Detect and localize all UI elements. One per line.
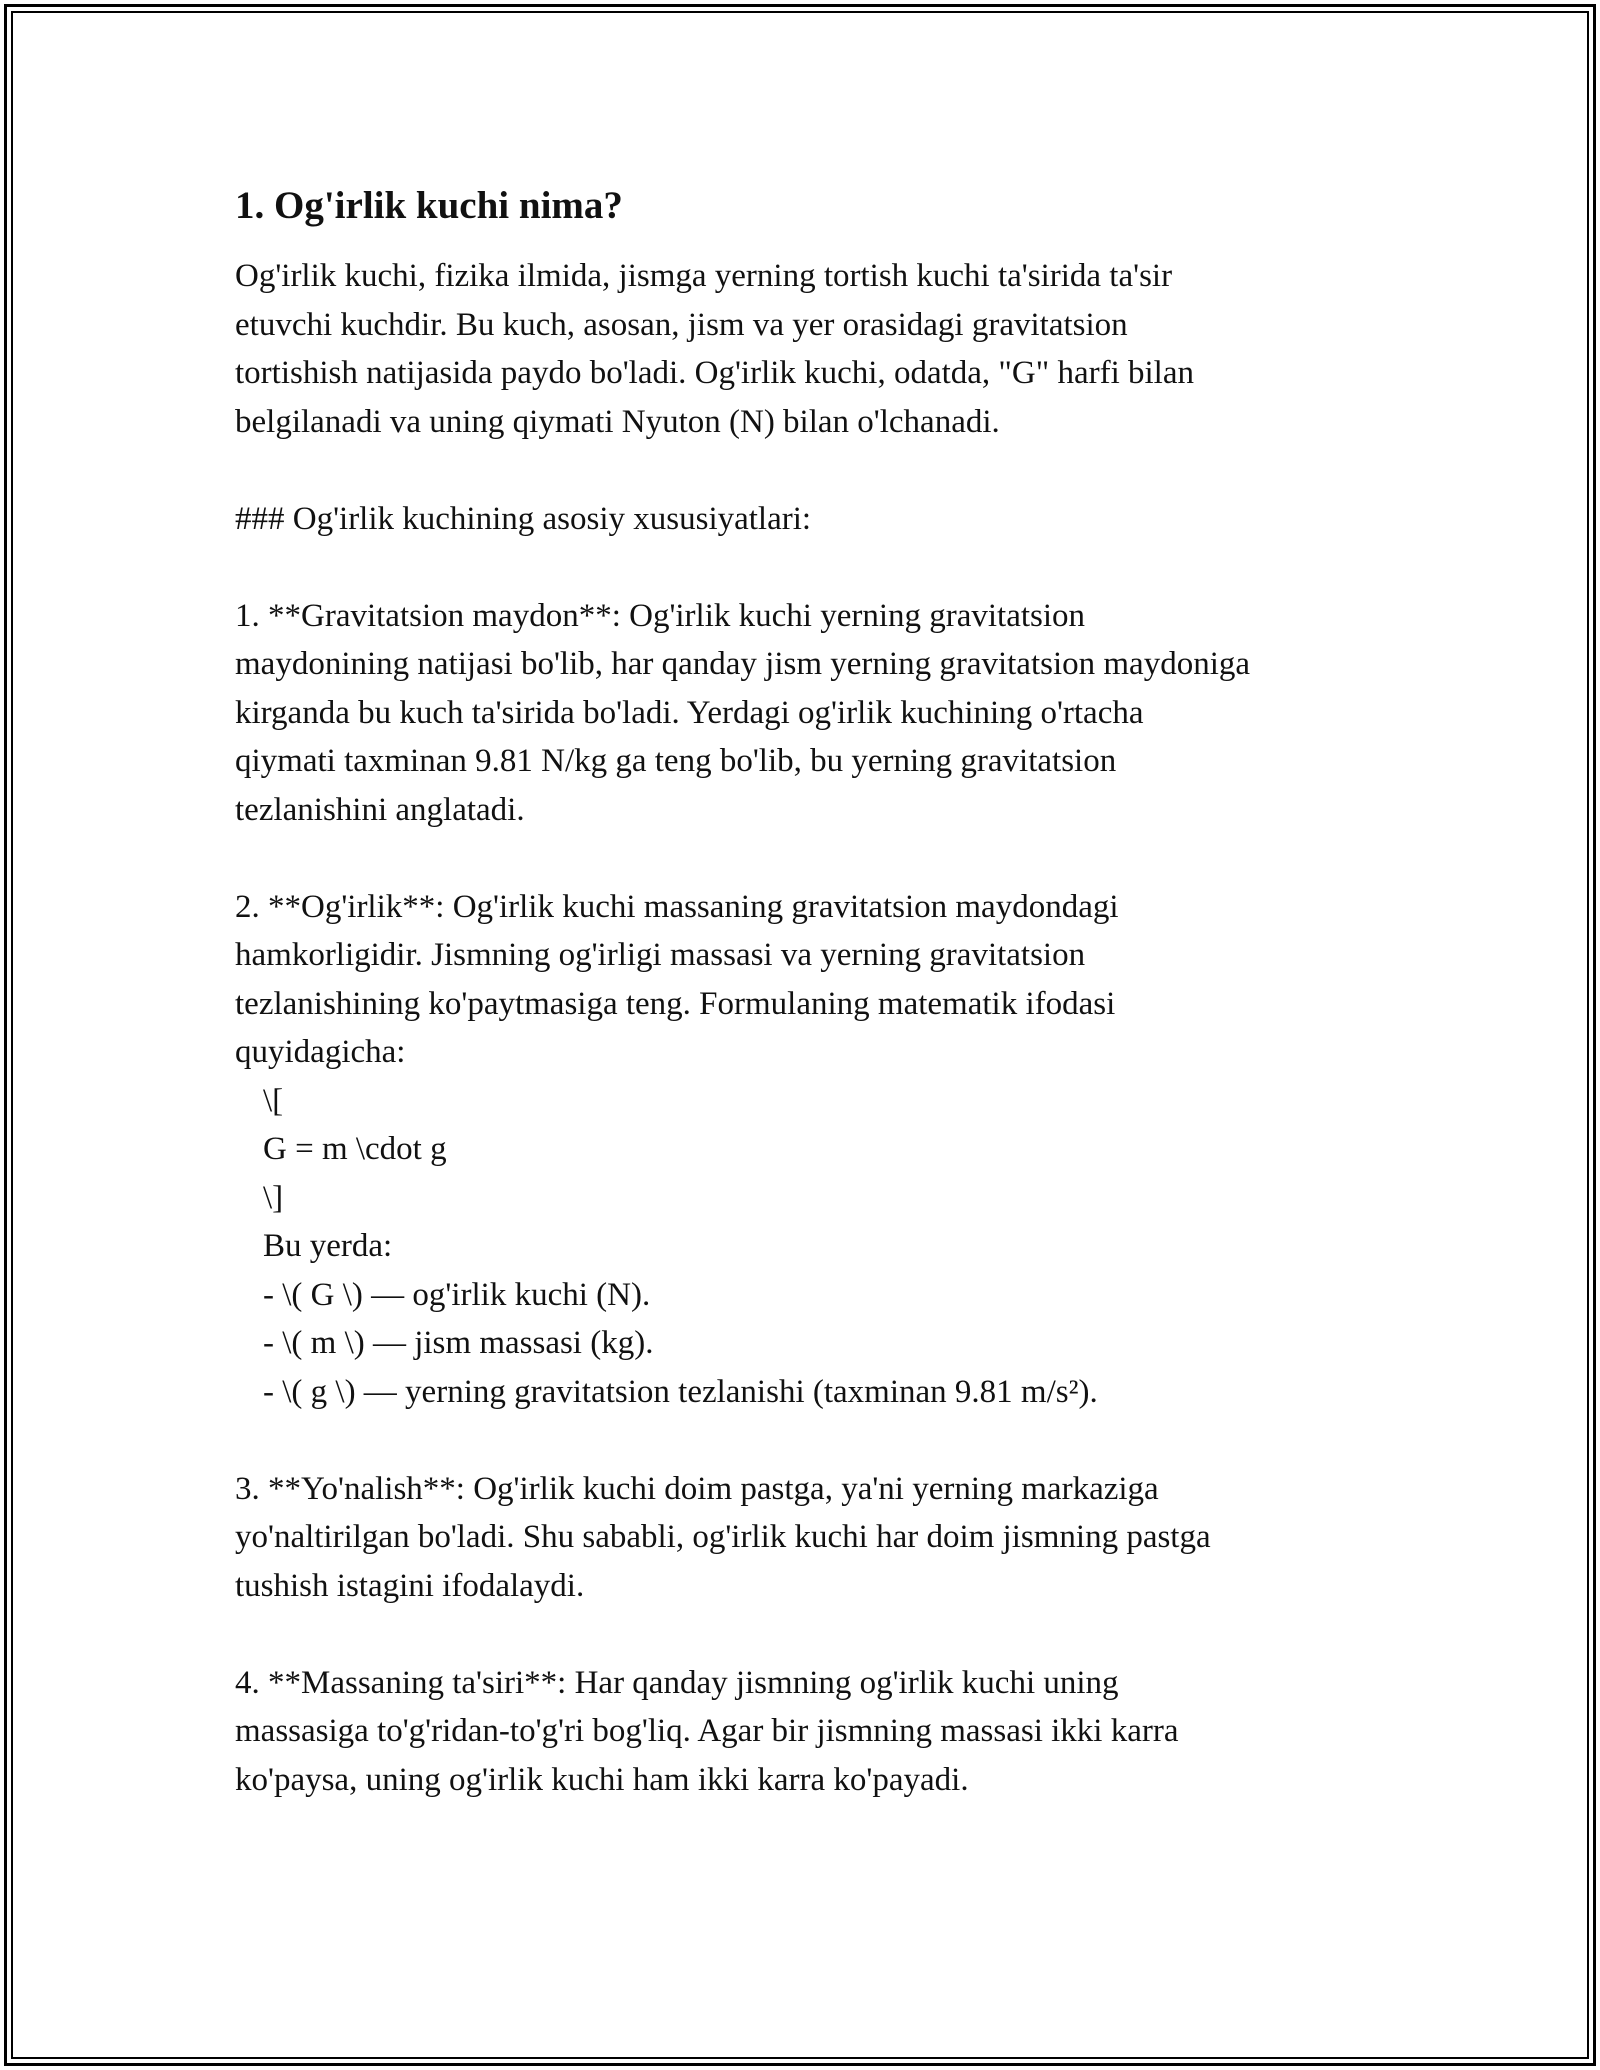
paragraph-spacer — [235, 1416, 1385, 1465]
document-body — [235, 180, 1385, 1804]
definition-acceleration: - \( g \) — yerning gravitatsion tezlanishi (taxminan 9.81 m/s²). — [263, 1373, 1098, 1410]
definition-force: - \( G \) — og'irlik kuchi (N). — [263, 1276, 651, 1313]
intro-paragraph: Og'irlik kuchi, fizika ilmida, jismga yerning tortish kuchi ta'sirida ta'sir etuvchi kuchdir. Bu kuch, asosan, jism va yer orasidagi gravitatsion tortishish natijasida paydo bo'ladi. Og'irlik kuchi, odatda, "G" harfi bilan belgilanadi va uning qiymati Nyuton (N) bilan o'lchanadi. — [235, 258, 1194, 440]
list-item-mass-effect: 4. **Massaning ta'siri**: Har qanday jismning og'irlik kuchi uning massasiga to'g'ridan-to'g'ri bog'liq. Agar bir jismning massasi ikki karra ko'paysa, uning og'irlik kuchi ham ikki karra ko'payadi. — [235, 1664, 1179, 1798]
list-item-gravitational-field: 1. **Gravitatsion maydon**: Og'irlik kuchi yerning gravitatsion maydonining natijasi bo'lib, har qanday jism yerning gravitatsion maydoniga kirganda bu kuch ta'sirida bo'ladi. Yerdagi og'irlik kuchining o'rtacha qiymati taxminan 9.81 N/kg ga teng bo'lib, bu yerning gravitatsion tezlanishini anglatadi. — [235, 597, 1251, 828]
paragraph-spacer — [235, 1610, 1385, 1659]
formula: G = m \cdot g — [263, 1131, 447, 1167]
list-item-direction: 3. **Yo'nalish**: Og'irlik kuchi doim pastga, ya'ni yerning markaziga yo'naltirilgan bo'ladi. Shu sababli, og'irlik kuchi har doim jismning pastga tushish istagini ifodalaydi. — [235, 1470, 1211, 1604]
paragraph-spacer — [235, 446, 1385, 495]
section-subheading: ### Og'irlik kuchining asosiy xususiyatlari: — [235, 500, 812, 537]
paragraph-spacer — [235, 834, 1385, 883]
paragraph-spacer — [235, 543, 1385, 592]
formula-open-delimiter: \[ — [263, 1082, 284, 1119]
formula-close-delimiter: \] — [263, 1179, 284, 1216]
list-item-weight: 2. **Og'irlik**: Og'irlik kuchi massaning gravitatsion maydondagi hamkorligidir. Jismning og'irligi massasi va yerning gravitatsion tezlanishining ko'paytmasiga teng. Formulaning matematik ifodasi quyidagicha: — [235, 888, 1119, 1070]
page-title: 1. Og'irlik kuchi nima? — [235, 184, 623, 227]
where-label: Bu yerda: — [263, 1228, 393, 1264]
definition-mass: - \( m \) — jism massasi (kg). — [263, 1325, 654, 1361]
